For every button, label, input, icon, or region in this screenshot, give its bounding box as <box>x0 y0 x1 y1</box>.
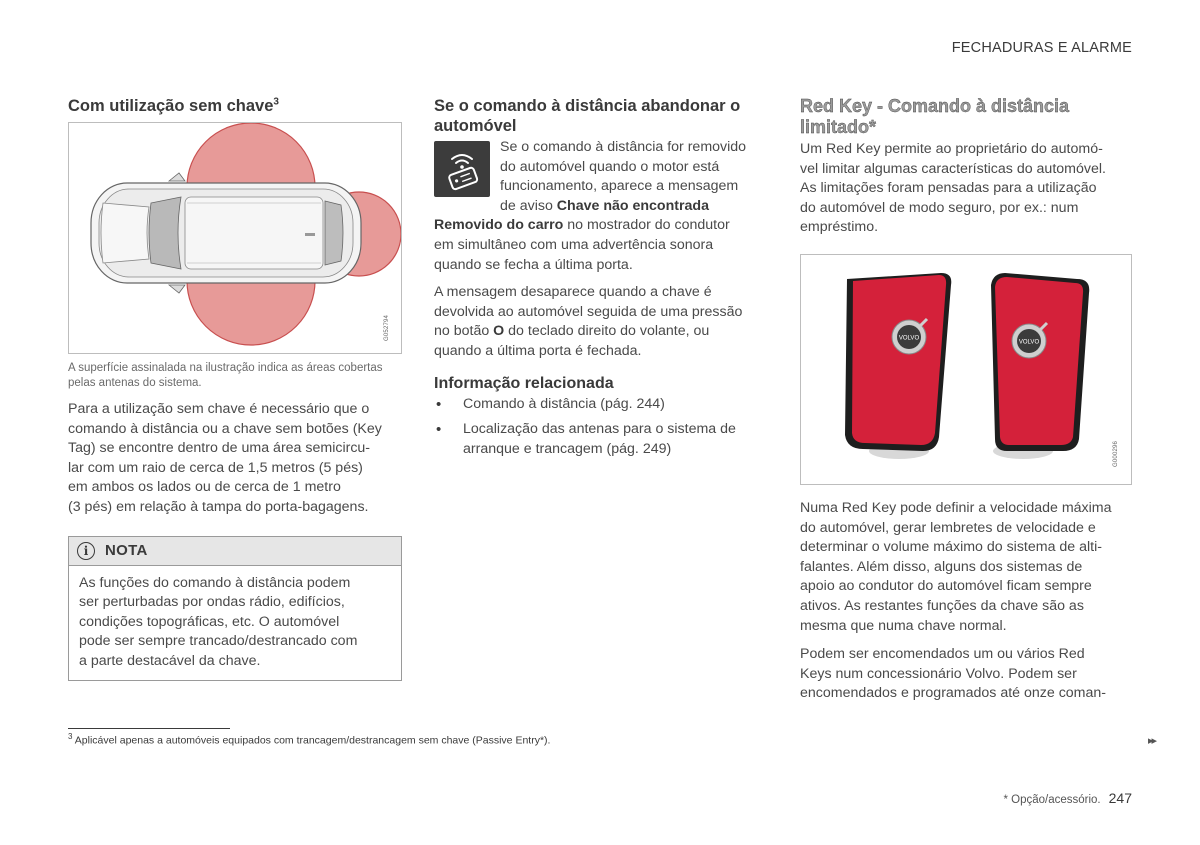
key-out-of-range-icon <box>434 141 490 197</box>
related-link[interactable]: • Localização das antenas para o sistema de arranque e trancagem (pág. 249) <box>434 420 768 459</box>
footnote: $^3$ Aplicável apenas a automóveis equipados com trancagem/destrancagem sem chave (Passive Entry*). <box>68 732 551 747</box>
column-right <box>800 96 1132 704</box>
continue-arrows-icon: ▸▸ <box>1148 735 1156 747</box>
body-paragraph: Para a utilização sem chave é necessário que o comando à distância ou a chave sem botões (Key Tag) se encontre dentro de uma área semicircu- lar com um raio de cerca de 1,5 metros (5 pés) em ambos os lados ou de cerca de 1 metro (3 pés) em relação à tampa do porta-bagagens. <box>68 401 382 515</box>
info-icon: i <box>77 542 95 560</box>
footnote-ref[interactable]: 3 <box>273 96 279 108</box>
section-heading: Se o comando à distância abandonar o automóvel <box>434 97 741 135</box>
figure-code: G000296 <box>1113 440 1119 467</box>
section-heading: Red Key - Comando à distância limitado* <box>800 96 1070 137</box>
display-message: Removido do carro <box>434 217 564 234</box>
option-note: * Opção/acessório. <box>1003 794 1101 806</box>
figure-code: G052794 <box>384 314 390 341</box>
footnote-rule <box>68 728 230 729</box>
button-label: O <box>493 323 505 340</box>
body-paragraph: A mensagem desaparece quando a chave é devolvida ao automóvel seguida de uma pressão no botão O do teclado direito do volante, ou quando a última porta é fechada. <box>434 284 743 359</box>
note-title: NOTA <box>105 542 148 560</box>
volvo-logo-icon: VOLVO <box>1018 339 1040 346</box>
red-key-illustration <box>801 255 1131 484</box>
related-heading: Informação relacionada <box>434 374 614 392</box>
related-list <box>434 395 768 460</box>
note-header <box>69 537 401 566</box>
car-top-view-illustration <box>69 123 401 353</box>
section-header: FECHADURAS E ALARME <box>951 40 1132 56</box>
red-key-figure <box>800 254 1132 485</box>
page-number: 247 <box>1108 790 1132 806</box>
note-body: As funções do comando à distância podem ser perturbadas por ondas rádio, edifícios, condições topográficas, etc. O automóvel pode ser sempre trancado/destrancado com a parte destacável da chave. <box>79 574 358 669</box>
note-box <box>68 536 402 681</box>
intro-paragraph: Um Red Key permite ao proprietário do automó- vel limitar algumas características do automóvel. As limitações foram pensadas para a utilização do automóvel de modo seguro, por ex.: num empréstimo. <box>800 141 1106 236</box>
antenna-coverage-figure <box>68 122 402 354</box>
display-message: Chave não encontrada <box>556 197 709 214</box>
volvo-logo-icon: VOLVO <box>898 335 920 342</box>
body-paragraph: Podem ser encomendados um ou vários Red Keys num concessionário Volvo. Podem ser encomendados e programados até onze coman- <box>800 646 1107 702</box>
column-middle <box>434 96 768 465</box>
figure-caption: A superfície assinalada na ilustração indica as áreas cobertas pelas antenas do sistema. <box>68 362 383 389</box>
section-heading: Com utilização sem chave$^3$ <box>68 96 279 115</box>
page-footer <box>1003 790 1132 806</box>
column-left <box>68 96 402 681</box>
related-link[interactable]: • Comando à distância (pág. 244) <box>434 395 768 415</box>
body-paragraph: Numa Red Key pode definir a velocidade máxima do automóvel, gerar lembretes de velocidade e determinar o volume máximo do sistema de alti- falantes. Além disso, alguns dos sistemas de apoio ao condutor do automóvel ficam sempre ativos. As restantes funções da chave são as mesma que numa chave normal. <box>800 499 1112 634</box>
warning-paragraph: Se o comando à distância for removido do automóvel quando o motor está funcionamento, aparece a mensagem de aviso Chave não encontrada Removido do carro no mostrador do condutor em simultâneo com uma advertência sonora quando se fecha a última porta. <box>434 139 747 273</box>
